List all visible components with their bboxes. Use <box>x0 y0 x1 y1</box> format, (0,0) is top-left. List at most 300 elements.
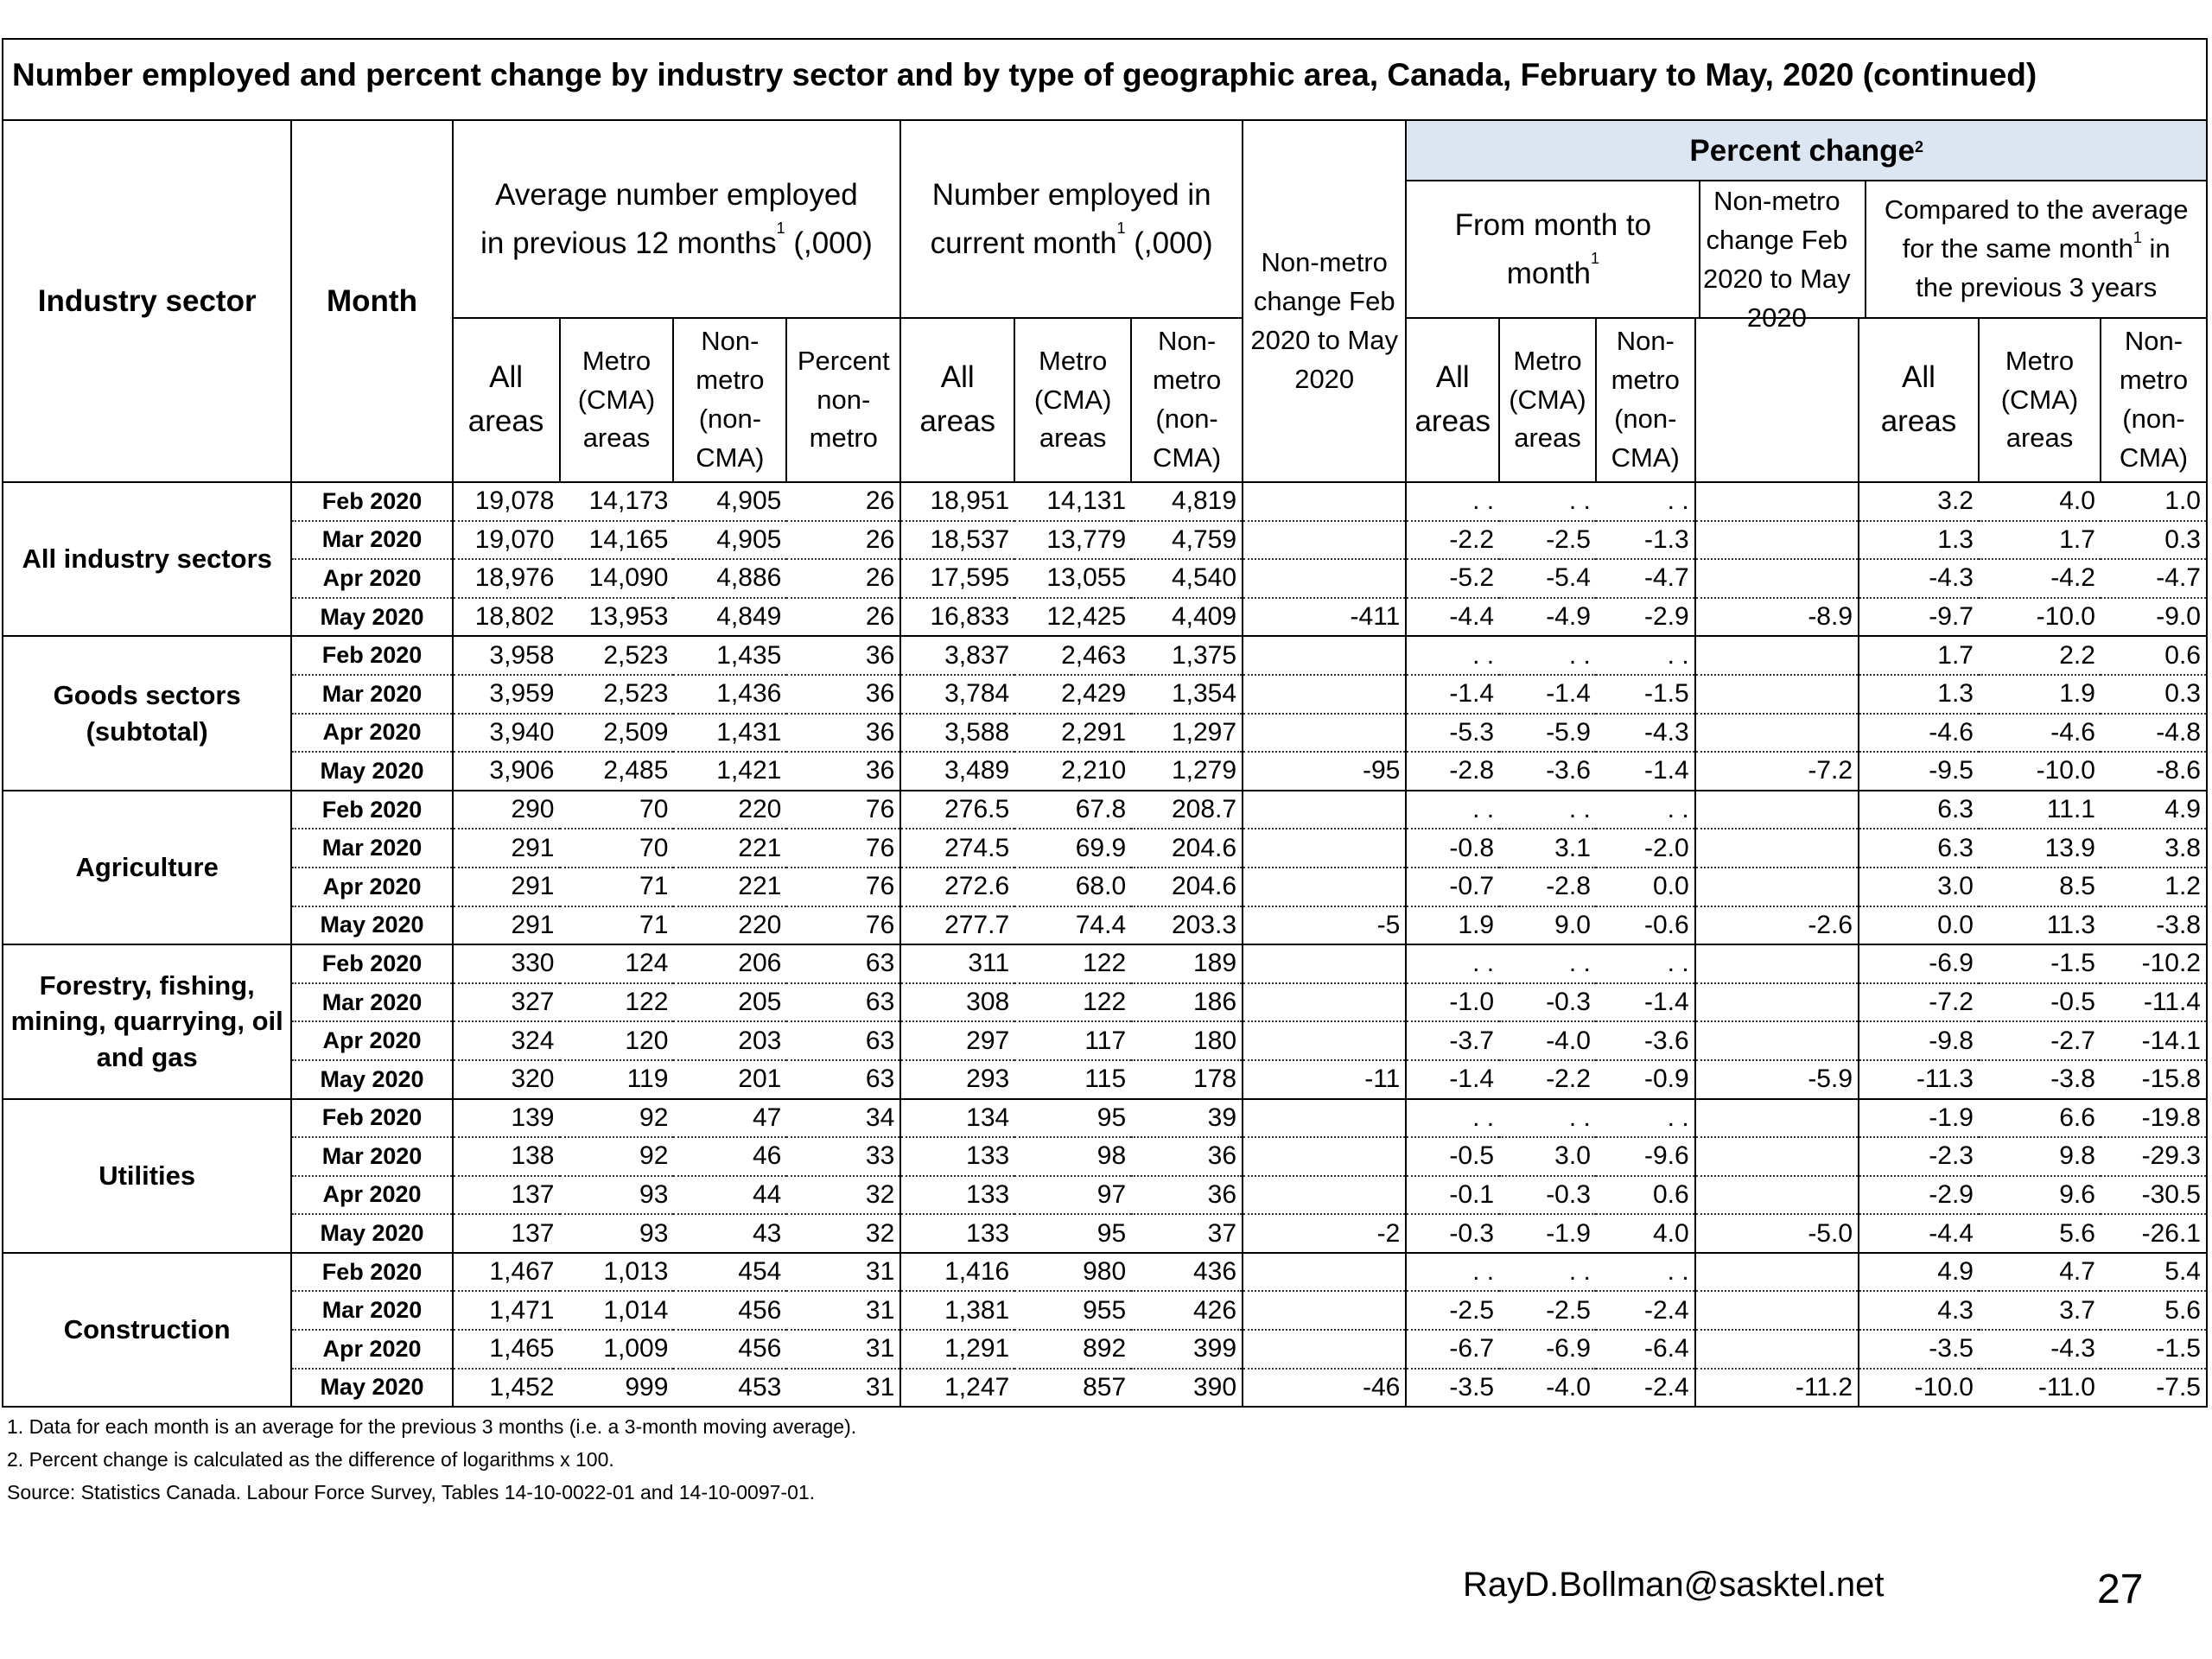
table-row <box>3 1021 2207 1060</box>
table-row <box>3 1176 2207 1215</box>
cur-nonmetro-cell: 39 <box>1131 1099 1243 1138</box>
nonmetro-change-pct-cell <box>1695 1176 1859 1215</box>
avg-all-areas-cell: 3,959 <box>453 675 560 714</box>
month-cell: Apr 2020 <box>291 714 452 753</box>
avg-metro-cell: 14,090 <box>560 559 674 598</box>
cmp-all-areas-cell: 3.0 <box>1859 868 1979 906</box>
cmp-all-areas-cell: 3.2 <box>1859 482 1979 521</box>
cur-all-areas-cell: 276.5 <box>900 791 1014 830</box>
table-title: Number employed and percent change by industry sector and by type of geographic area, Canada, February to May, 2020 (continued) <box>12 57 2037 92</box>
m2m-nonmetro-cell: -1.4 <box>1596 752 1695 791</box>
cur-metro-cell: 67.8 <box>1014 791 1131 830</box>
avg-nonmetro-cell: 220 <box>673 791 786 830</box>
month-cell: Feb 2020 <box>291 1099 452 1138</box>
month-cell: Mar 2020 <box>291 1137 452 1176</box>
table-row <box>3 1291 2207 1330</box>
header-industry-sector: Industry sector <box>3 120 291 482</box>
header-avg-unit: (,000) <box>785 226 873 260</box>
avg-all-areas-cell: 19,070 <box>453 521 560 560</box>
m2m-metro-cell: -2.2 <box>1499 1060 1596 1099</box>
m2m-all-areas-cell: . . <box>1406 1099 1499 1138</box>
avg-pct-nonmetro-cell: 63 <box>786 1021 900 1060</box>
table-row <box>3 636 2207 675</box>
cmp-all-areas-cell: 0.0 <box>1859 906 1979 945</box>
m2m-all-areas-cell: -0.7 <box>1406 868 1499 906</box>
cur-metro-cell: 69.9 <box>1014 829 1131 868</box>
m2m-all-areas-cell: -4.4 <box>1406 598 1499 637</box>
header-cmp-in: in <box>2141 233 2171 264</box>
nonmetro-change-cell: -95 <box>1243 752 1406 791</box>
month-cell: May 2020 <box>291 906 452 945</box>
cmp-all-areas-cell: -3.5 <box>1859 1330 1979 1369</box>
nonmetro-change-pct-cell <box>1695 1330 1859 1369</box>
nonmetro-change-pct-cell <box>1695 983 1859 1022</box>
cmp-nonmetro-cell: -29.3 <box>2101 1137 2207 1176</box>
avg-metro-cell: 1,014 <box>560 1291 674 1330</box>
table-row <box>3 752 2207 791</box>
table-row <box>3 1369 2207 1408</box>
header-m2m-line1: From month to <box>1454 207 1652 242</box>
avg-metro-cell: 1,013 <box>560 1253 674 1292</box>
nonmetro-change-cell <box>1243 983 1406 1022</box>
avg-nonmetro-cell: 453 <box>673 1369 786 1408</box>
nonmetro-change-cell <box>1243 521 1406 560</box>
m2m-nonmetro-cell: -2.4 <box>1596 1369 1695 1408</box>
m2m-nonmetro-cell: -2.0 <box>1596 829 1695 868</box>
cmp-metro-cell: 6.6 <box>1979 1099 2101 1138</box>
month-cell: Apr 2020 <box>291 1330 452 1369</box>
month-cell: Apr 2020 <box>291 559 452 598</box>
cmp-nonmetro-cell: -4.7 <box>2101 559 2207 598</box>
footnote-ref: 1 <box>2133 229 2142 247</box>
cur-all-areas-cell: 293 <box>900 1060 1014 1099</box>
nonmetro-change-cell <box>1243 675 1406 714</box>
m2m-metro-cell: . . <box>1499 944 1596 983</box>
nonmetro-change-pct-cell: -8.9 <box>1695 598 1859 637</box>
cur-all-areas-cell: 133 <box>900 1176 1014 1215</box>
avg-all-areas-cell: 1,465 <box>453 1330 560 1369</box>
cur-nonmetro-cell: 189 <box>1131 944 1243 983</box>
avg-nonmetro-cell: 4,905 <box>673 521 786 560</box>
m2m-metro-cell: -2.8 <box>1499 868 1596 906</box>
nonmetro-change-cell <box>1243 1137 1406 1176</box>
m2m-metro-cell: -0.3 <box>1499 983 1596 1022</box>
m2m-metro-cell: . . <box>1499 1099 1596 1138</box>
cur-metro-cell: 2,291 <box>1014 714 1131 753</box>
avg-pct-nonmetro-cell: 33 <box>786 1137 900 1176</box>
avg-nonmetro-cell: 205 <box>673 983 786 1022</box>
avg-metro-cell: 71 <box>560 868 674 906</box>
title-box <box>2 38 2208 119</box>
cur-metro-cell: 68.0 <box>1014 868 1131 906</box>
footnotes <box>7 1410 856 1509</box>
cur-all-areas-cell: 3,588 <box>900 714 1014 753</box>
header-nonmetro-change-pct <box>1695 186 1859 482</box>
m2m-metro-cell: 3.1 <box>1499 829 1596 868</box>
m2m-nonmetro-cell: . . <box>1596 1253 1695 1292</box>
m2m-nonmetro-cell: . . <box>1596 482 1695 521</box>
footnote-2: 2. Percent change is calculated as the difference of logarithms x 100. <box>7 1448 614 1471</box>
nonmetro-change-pct-cell: -5.0 <box>1695 1214 1859 1253</box>
cur-metro-cell: 2,463 <box>1014 636 1131 675</box>
table-row <box>3 1330 2207 1369</box>
table-row <box>3 1214 2207 1253</box>
nonmetro-change-pct-cell: -2.6 <box>1695 906 1859 945</box>
avg-nonmetro-cell: 44 <box>673 1176 786 1215</box>
nonmetro-change-pct-cell <box>1695 944 1859 983</box>
nonmetro-change-pct-cell <box>1695 675 1859 714</box>
avg-all-areas-cell: 1,471 <box>453 1291 560 1330</box>
avg-pct-nonmetro-cell: 32 <box>786 1176 900 1215</box>
cur-nonmetro-cell: 1,279 <box>1131 752 1243 791</box>
avg-nonmetro-cell: 203 <box>673 1021 786 1060</box>
header-cur-line2: current month <box>930 226 1117 260</box>
nonmetro-change-cell <box>1243 1330 1406 1369</box>
m2m-metro-cell: -4.9 <box>1499 598 1596 637</box>
nonmetro-change-pct-cell <box>1695 1291 1859 1330</box>
cur-nonmetro-cell: 204.6 <box>1131 868 1243 906</box>
cur-nonmetro-cell: 1,297 <box>1131 714 1243 753</box>
header-avg-nonmetro: Non-metro (non-CMA) <box>673 318 786 482</box>
avg-pct-nonmetro-cell: 26 <box>786 559 900 598</box>
avg-metro-cell: 92 <box>560 1137 674 1176</box>
cmp-metro-cell: 1.7 <box>1979 521 2101 560</box>
cmp-nonmetro-cell: 4.9 <box>2101 791 2207 830</box>
m2m-nonmetro-cell: . . <box>1596 944 1695 983</box>
m2m-all-areas-cell: -1.4 <box>1406 675 1499 714</box>
header-cur-unit: (,000) <box>1125 226 1213 260</box>
cmp-all-areas-cell: -9.5 <box>1859 752 1979 791</box>
nonmetro-change-cell: -46 <box>1243 1369 1406 1408</box>
cmp-metro-cell: -11.0 <box>1979 1369 2101 1408</box>
avg-metro-cell: 71 <box>560 906 674 945</box>
avg-metro-cell: 120 <box>560 1021 674 1060</box>
m2m-all-areas-cell: . . <box>1406 791 1499 830</box>
cur-nonmetro-cell: 180 <box>1131 1021 1243 1060</box>
avg-metro-cell: 2,523 <box>560 675 674 714</box>
header-m2m-all-areas: All areas <box>1406 318 1499 482</box>
cur-metro-cell: 74.4 <box>1014 906 1131 945</box>
m2m-metro-cell: . . <box>1499 482 1596 521</box>
nonmetro-change-pct-cell <box>1695 714 1859 753</box>
cmp-metro-cell: 9.6 <box>1979 1176 2101 1215</box>
m2m-nonmetro-cell: . . <box>1596 791 1695 830</box>
avg-metro-cell: 122 <box>560 983 674 1022</box>
cur-nonmetro-cell: 4,759 <box>1131 521 1243 560</box>
cur-all-areas-cell: 3,784 <box>900 675 1014 714</box>
month-cell: Mar 2020 <box>291 675 452 714</box>
m2m-metro-cell: -1.4 <box>1499 675 1596 714</box>
cmp-metro-cell: 4.0 <box>1979 482 2101 521</box>
cmp-all-areas-cell: -4.4 <box>1859 1214 1979 1253</box>
month-cell: Apr 2020 <box>291 868 452 906</box>
avg-all-areas-cell: 3,940 <box>453 714 560 753</box>
cmp-nonmetro-cell: 1.2 <box>2101 868 2207 906</box>
avg-metro-cell: 2,509 <box>560 714 674 753</box>
avg-metro-cell: 93 <box>560 1214 674 1253</box>
m2m-all-areas-cell: . . <box>1406 636 1499 675</box>
table-row <box>3 1099 2207 1138</box>
m2m-nonmetro-cell: -4.7 <box>1596 559 1695 598</box>
cur-all-areas-cell: 1,291 <box>900 1330 1014 1369</box>
nonmetro-change-pct-cell: -11.2 <box>1695 1369 1859 1408</box>
month-cell: Feb 2020 <box>291 636 452 675</box>
avg-metro-cell: 119 <box>560 1060 674 1099</box>
nonmetro-change-pct-cell <box>1695 868 1859 906</box>
avg-nonmetro-cell: 4,886 <box>673 559 786 598</box>
table-row <box>3 868 2207 906</box>
cmp-all-areas-cell: -1.9 <box>1859 1099 1979 1138</box>
cmp-nonmetro-cell: -7.5 <box>2101 1369 2207 1408</box>
header-cur-line1: Number employed in <box>931 177 1211 212</box>
header-month: Month <box>291 120 452 482</box>
cmp-metro-cell: -10.0 <box>1979 598 2101 637</box>
m2m-nonmetro-cell: -2.9 <box>1596 598 1695 637</box>
header-avg-pct-nonmetro: Percent non-metro <box>786 318 900 482</box>
cur-nonmetro-cell: 36 <box>1131 1176 1243 1215</box>
m2m-all-areas-cell: -6.7 <box>1406 1330 1499 1369</box>
cmp-nonmetro-cell: 0.3 <box>2101 675 2207 714</box>
nonmetro-change-cell <box>1243 1176 1406 1215</box>
month-cell: Apr 2020 <box>291 1176 452 1215</box>
cur-nonmetro-cell: 203.3 <box>1131 906 1243 945</box>
cur-all-areas-cell: 1,381 <box>900 1291 1014 1330</box>
m2m-metro-cell: -3.6 <box>1499 752 1596 791</box>
avg-nonmetro-cell: 220 <box>673 906 786 945</box>
avg-metro-cell: 70 <box>560 791 674 830</box>
avg-metro-cell: 14,173 <box>560 482 674 521</box>
month-cell: Mar 2020 <box>291 1291 452 1330</box>
nonmetro-change-cell <box>1243 559 1406 598</box>
cur-all-areas-cell: 277.7 <box>900 906 1014 945</box>
month-cell: Mar 2020 <box>291 829 452 868</box>
m2m-all-areas-cell: -3.7 <box>1406 1021 1499 1060</box>
cur-all-areas-cell: 311 <box>900 944 1014 983</box>
cur-all-areas-cell: 134 <box>900 1099 1014 1138</box>
m2m-metro-cell: -0.3 <box>1499 1176 1596 1215</box>
table-row <box>3 906 2207 945</box>
cmp-metro-cell: 9.8 <box>1979 1137 2101 1176</box>
footnote-ref-2: 2 <box>1915 138 1924 156</box>
nonmetro-change-pct-cell <box>1695 559 1859 598</box>
cur-all-areas-cell: 16,833 <box>900 598 1014 637</box>
avg-all-areas-cell: 137 <box>453 1214 560 1253</box>
cur-nonmetro-cell: 399 <box>1131 1330 1243 1369</box>
footnote-ref: 1 <box>1590 249 1599 267</box>
cur-nonmetro-cell: 1,354 <box>1131 675 1243 714</box>
avg-pct-nonmetro-cell: 26 <box>786 598 900 637</box>
avg-nonmetro-cell: 221 <box>673 829 786 868</box>
m2m-nonmetro-cell: -1.3 <box>1596 521 1695 560</box>
header-cur-all-areas: All areas <box>900 318 1014 482</box>
cur-nonmetro-cell: 426 <box>1131 1291 1243 1330</box>
cmp-all-areas-cell: -2.3 <box>1859 1137 1979 1176</box>
nonmetro-change-cell <box>1243 636 1406 675</box>
cmp-all-areas-cell: 1.3 <box>1859 521 1979 560</box>
nonmetro-change-pct-cell <box>1695 791 1859 830</box>
header-m2m-metro: Metro (CMA) areas <box>1499 318 1596 482</box>
cmp-nonmetro-cell: -30.5 <box>2101 1176 2207 1215</box>
cur-nonmetro-cell: 4,540 <box>1131 559 1243 598</box>
month-cell: Feb 2020 <box>291 944 452 983</box>
table-row <box>3 1137 2207 1176</box>
nonmetro-change-pct-cell: -5.9 <box>1695 1060 1859 1099</box>
cur-metro-cell: 122 <box>1014 983 1131 1022</box>
header-avg-line2: in previous 12 months <box>480 226 777 260</box>
table-row <box>3 791 2207 830</box>
cmp-metro-cell: -3.8 <box>1979 1060 2101 1099</box>
m2m-all-areas-cell: . . <box>1406 482 1499 521</box>
cmp-metro-cell: 8.5 <box>1979 868 2101 906</box>
avg-pct-nonmetro-cell: 76 <box>786 868 900 906</box>
cmp-nonmetro-cell: -8.6 <box>2101 752 2207 791</box>
cur-metro-cell: 122 <box>1014 944 1131 983</box>
cur-metro-cell: 13,055 <box>1014 559 1131 598</box>
avg-metro-cell: 124 <box>560 944 674 983</box>
header-percent-change <box>1407 121 2206 181</box>
avg-pct-nonmetro-cell: 36 <box>786 752 900 791</box>
cmp-metro-cell: 3.7 <box>1979 1291 2101 1330</box>
cmp-nonmetro-cell: -19.8 <box>2101 1099 2207 1138</box>
m2m-metro-cell: -1.9 <box>1499 1214 1596 1253</box>
header-m2m-nonmetro: Non-metro (non-CMA) <box>1596 318 1695 482</box>
sector-name: All industry sectors <box>3 482 291 636</box>
month-cell: Mar 2020 <box>291 521 452 560</box>
cmp-nonmetro-cell: 1.0 <box>2101 482 2207 521</box>
avg-metro-cell: 2,485 <box>560 752 674 791</box>
cmp-all-areas-cell: 6.3 <box>1859 829 1979 868</box>
nonmetro-change-pct-cell <box>1695 1137 1859 1176</box>
cur-all-areas-cell: 274.5 <box>900 829 1014 868</box>
avg-all-areas-cell: 138 <box>453 1137 560 1176</box>
avg-metro-cell: 13,953 <box>560 598 674 637</box>
table-row <box>3 829 2207 868</box>
avg-all-areas-cell: 3,958 <box>453 636 560 675</box>
nonmetro-change-cell <box>1243 829 1406 868</box>
avg-pct-nonmetro-cell: 36 <box>786 714 900 753</box>
avg-all-areas-cell: 291 <box>453 906 560 945</box>
avg-nonmetro-cell: 221 <box>673 868 786 906</box>
m2m-metro-cell: . . <box>1499 636 1596 675</box>
table-row <box>3 598 2207 637</box>
avg-pct-nonmetro-cell: 63 <box>786 1060 900 1099</box>
cur-all-areas-cell: 18,951 <box>900 482 1014 521</box>
avg-nonmetro-cell: 43 <box>673 1214 786 1253</box>
author-email: RayD.Bollman@sasktel.net <box>1463 1566 1885 1604</box>
m2m-all-areas-cell: -1.0 <box>1406 983 1499 1022</box>
avg-pct-nonmetro-cell: 32 <box>786 1214 900 1253</box>
m2m-all-areas-cell: -5.2 <box>1406 559 1499 598</box>
m2m-nonmetro-cell: -1.5 <box>1596 675 1695 714</box>
nonmetro-change-pct-cell <box>1695 829 1859 868</box>
cur-all-areas-cell: 308 <box>900 983 1014 1022</box>
cur-nonmetro-cell: 4,409 <box>1131 598 1243 637</box>
month-cell: Feb 2020 <box>291 791 452 830</box>
cmp-nonmetro-cell: -10.2 <box>2101 944 2207 983</box>
footnote-ref: 1 <box>776 219 785 237</box>
cur-all-areas-cell: 272.6 <box>900 868 1014 906</box>
table-row <box>3 521 2207 560</box>
cmp-all-areas-cell: -7.2 <box>1859 983 1979 1022</box>
cur-metro-cell: 95 <box>1014 1099 1131 1138</box>
cmp-all-areas-cell: -4.6 <box>1859 714 1979 753</box>
table-row <box>3 1253 2207 1292</box>
nonmetro-change-cell <box>1243 868 1406 906</box>
avg-all-areas-cell: 139 <box>453 1099 560 1138</box>
m2m-nonmetro-cell: . . <box>1596 636 1695 675</box>
cur-metro-cell: 857 <box>1014 1369 1131 1408</box>
avg-all-areas-cell: 291 <box>453 868 560 906</box>
cmp-metro-cell: 4.7 <box>1979 1253 2101 1292</box>
m2m-nonmetro-cell: -3.6 <box>1596 1021 1695 1060</box>
m2m-metro-cell: -4.0 <box>1499 1369 1596 1408</box>
nonmetro-change-cell: -411 <box>1243 598 1406 637</box>
header-current-employed <box>900 120 1243 318</box>
month-cell: Feb 2020 <box>291 1253 452 1292</box>
m2m-metro-cell: -4.0 <box>1499 1021 1596 1060</box>
m2m-nonmetro-cell: -4.3 <box>1596 714 1695 753</box>
table-body <box>3 482 2207 1407</box>
cmp-nonmetro-cell: -4.8 <box>2101 714 2207 753</box>
cur-metro-cell: 980 <box>1014 1253 1131 1292</box>
footnote-1: 1. Data for each month is an average for the previous 3 months (i.e. a 3-month moving average). <box>7 1415 857 1438</box>
avg-nonmetro-cell: 4,905 <box>673 482 786 521</box>
month-cell: May 2020 <box>291 1369 452 1408</box>
cur-all-areas-cell: 1,416 <box>900 1253 1014 1292</box>
avg-all-areas-cell: 18,976 <box>453 559 560 598</box>
header-nonmetro-change-pct-label: Non-metro change Feb 2020 to May 2020 <box>1703 186 1851 333</box>
cur-nonmetro-cell: 436 <box>1131 1253 1243 1292</box>
cur-nonmetro-cell: 37 <box>1131 1214 1243 1253</box>
header-compared-avg <box>1866 181 2206 317</box>
cmp-nonmetro-cell: 5.6 <box>2101 1291 2207 1330</box>
cmp-all-areas-cell: -9.7 <box>1859 598 1979 637</box>
avg-pct-nonmetro-cell: 26 <box>786 482 900 521</box>
avg-nonmetro-cell: 46 <box>673 1137 786 1176</box>
cur-metro-cell: 13,779 <box>1014 521 1131 560</box>
nonmetro-change-cell: -11 <box>1243 1060 1406 1099</box>
cmp-metro-cell: 11.3 <box>1979 906 2101 945</box>
cur-all-areas-cell: 297 <box>900 1021 1014 1060</box>
avg-pct-nonmetro-cell: 36 <box>786 636 900 675</box>
avg-all-areas-cell: 18,802 <box>453 598 560 637</box>
avg-all-areas-cell: 327 <box>453 983 560 1022</box>
cmp-all-areas-cell: 4.9 <box>1859 1253 1979 1292</box>
m2m-nonmetro-cell: -0.6 <box>1596 906 1695 945</box>
cmp-metro-cell: 5.6 <box>1979 1214 2101 1253</box>
header-cmp-nonmetro: Non-metro (non-CMA) <box>2101 318 2207 482</box>
cmp-metro-cell: -4.2 <box>1979 559 2101 598</box>
m2m-all-areas-cell: -5.3 <box>1406 714 1499 753</box>
nonmetro-change-pct-cell <box>1695 1021 1859 1060</box>
avg-all-areas-cell: 291 <box>453 829 560 868</box>
nonmetro-change-cell <box>1243 791 1406 830</box>
cmp-nonmetro-cell: -11.4 <box>2101 983 2207 1022</box>
cur-metro-cell: 115 <box>1014 1060 1131 1099</box>
cur-nonmetro-cell: 178 <box>1131 1060 1243 1099</box>
m2m-metro-cell: . . <box>1499 1253 1596 1292</box>
header-avg-all-areas: All areas <box>453 318 560 482</box>
cmp-all-areas-cell: -9.8 <box>1859 1021 1979 1060</box>
header-cmp-line2: for the same month <box>1902 233 2133 264</box>
cmp-all-areas-cell: 4.3 <box>1859 1291 1979 1330</box>
cur-metro-cell: 892 <box>1014 1330 1131 1369</box>
table-row <box>3 714 2207 753</box>
cur-metro-cell: 12,425 <box>1014 598 1131 637</box>
avg-pct-nonmetro-cell: 31 <box>786 1253 900 1292</box>
m2m-nonmetro-cell: -6.4 <box>1596 1330 1695 1369</box>
table-row <box>3 482 2207 521</box>
